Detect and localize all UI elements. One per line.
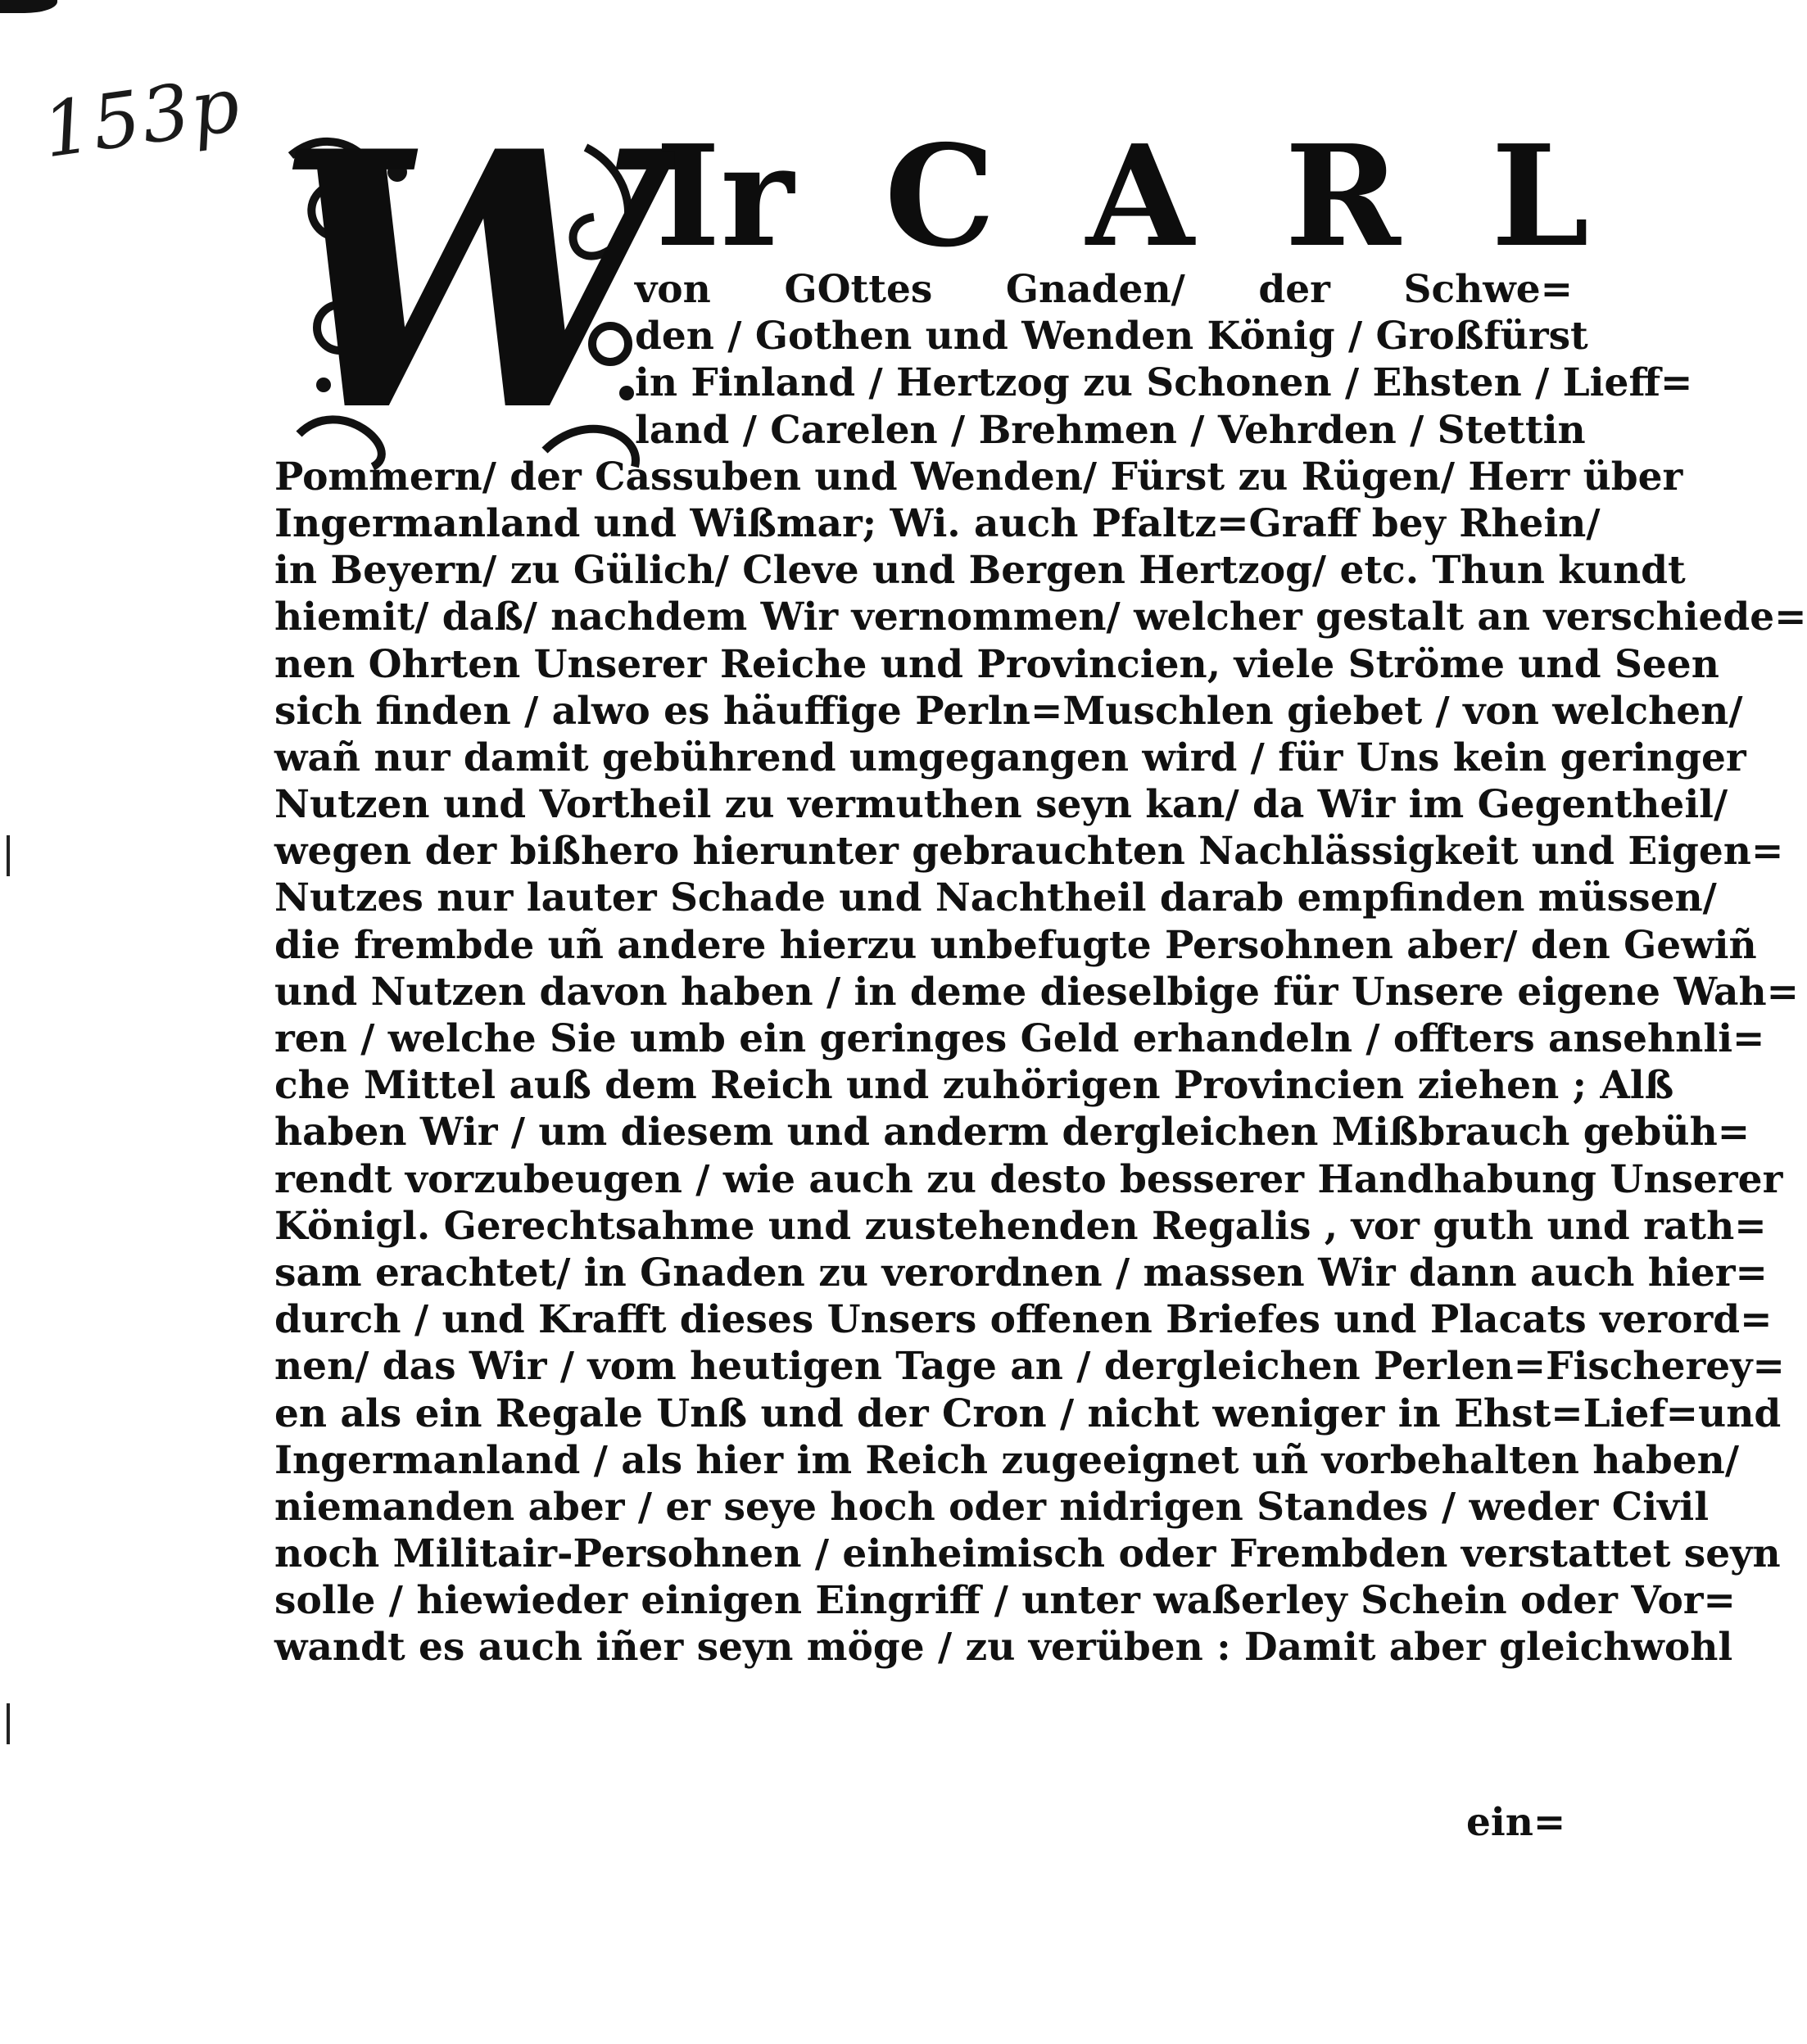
- heading-letter: A: [1085, 115, 1194, 278]
- text-line: haben Wir / um diesem und anderm dergleichen Mißbrauch gebüh=: [274, 1110, 1750, 1155]
- heading-word: Ir: [655, 115, 795, 278]
- text-line: noch Militair-Persohnen / einheimisch oder Frembden verstattet seyn: [274, 1531, 1781, 1577]
- text-line: sich finden / alwo es häuffige Perln=Muschlen giebet / von welchen/: [274, 688, 1743, 734]
- text-line: en als ein Regale Unß und der Cron / nicht weniger in Ehst=Lief=und: [274, 1391, 1782, 1436]
- text-line: rendt vorzubeugen / wie auch zu desto besserer Handhabung Unserer: [274, 1156, 1783, 1202]
- text-line: und Nutzen davon haben / in deme dieselbige für Unsere eigene Wah=: [274, 969, 1800, 1015]
- text-line: niemanden aber / er seye hoch oder nidrigen Standes / weder Civil: [274, 1484, 1710, 1530]
- text-line: in Finland / Hertzog zu Schonen / Ehsten / Lieff=: [635, 360, 1693, 406]
- corner-ink-mark: [0, 0, 57, 13]
- text-line: wandt es auch iñer seyn möge / zu verüben : Damit aber gleichwohl: [274, 1625, 1733, 1671]
- text-line: Nutzes nur lauter Schade und Nachtheil darab empfinden müssen/: [274, 875, 1717, 921]
- page-edge-mark: [7, 835, 10, 876]
- heading-letter: R: [1284, 115, 1401, 278]
- heading-letter: L: [1491, 115, 1589, 278]
- text-line: ren / welche Sie umb ein geringes Geld erhandeln / offters ansehnli=: [274, 1016, 1765, 1061]
- text-line: Ingermanland / als hier im Reich zugeeignet uñ vorbehalten haben/: [274, 1437, 1740, 1483]
- text-line: land / Carelen / Brehmen / Vehrden / Stettin: [635, 407, 1586, 453]
- body-text: [274, 266, 1807, 1671]
- text-line: nen Ohrten Unserer Reiche und Provincien, viele Ströme und Seen: [274, 641, 1719, 687]
- text-line: Ingermanland und Wißmar; Wi. auch Pfaltz=Graff bey Rhein/: [274, 500, 1601, 546]
- text-line: den / Gothen und Wenden König / Großfürst: [635, 314, 1588, 360]
- catchword: ein=: [1466, 1800, 1566, 1845]
- text-line: Nutzen und Vortheil zu vermuthen seyn kan/ da Wir im Gegentheil/: [274, 782, 1728, 828]
- text-line: che Mittel auß dem Reich und zuhörigen Provincien ziehen ; Alß: [274, 1063, 1674, 1109]
- text-line: hiemit/ daß/ nachdem Wir vernommen/ welcher gestalt an verschiede=: [274, 595, 1807, 640]
- text-line: solle / hiewieder einigen Eingriff / unter waßerley Schein oder Vor=: [274, 1578, 1736, 1624]
- text-line: wañ nur damit gebührend umgegangen wird / für Uns kein geringer: [274, 735, 1746, 780]
- text-line: nen/ das Wir / vom heutigen Tage an / dergleichen Perlen=Fischerey=: [274, 1344, 1785, 1390]
- text-line: durch / und Krafft dieses Unsers offenen Briefes und Placats verord=: [274, 1297, 1773, 1343]
- text-line: Königl. Gerechtsahme und zustehenden Regalis , vor guth und rath=: [274, 1203, 1767, 1249]
- text-line: wegen der bißhero hierunter gebrauchten Nachlässigkeit und Eigen=: [274, 829, 1784, 875]
- handwritten-folio-number: 153p: [37, 60, 247, 175]
- heading-title: [655, 115, 1589, 278]
- page-edge-mark: [7, 1703, 10, 1744]
- initial-letter: W: [274, 75, 670, 489]
- heading-letter: C: [884, 115, 996, 278]
- text-line: sam erachtet/ in Gnaden zu verordnen / massen Wir dann auch hier=: [274, 1250, 1768, 1296]
- text-line: von GOttes Gnaden/ der Schwe=: [635, 267, 1573, 312]
- text-line: die frembde uñ andere hierzu unbefugte Persohnen aber/ den Gewiñ: [274, 922, 1757, 968]
- text-line: Pommern/ der Cassuben und Wenden/ Fürst zu Rügen/ Herr über: [274, 454, 1683, 500]
- text-line: in Beyern/ zu Gülich/ Cleve und Bergen Hertzog/ etc. Thun kundt: [274, 548, 1686, 594]
